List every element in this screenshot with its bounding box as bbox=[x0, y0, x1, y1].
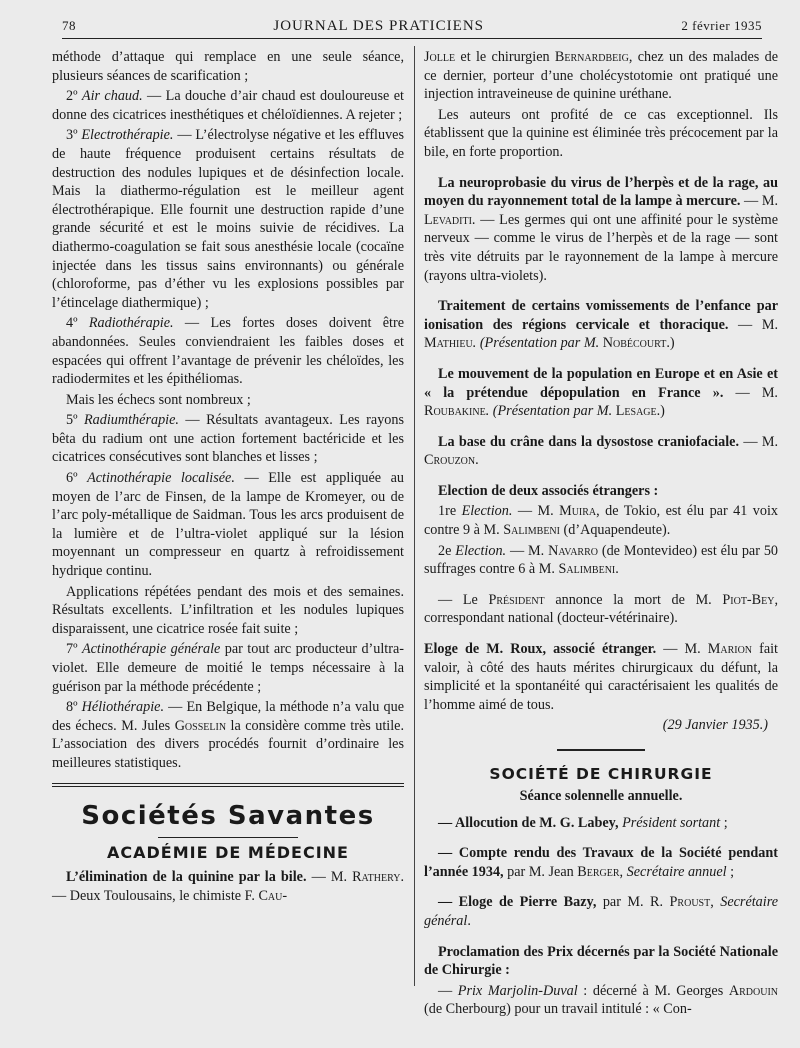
paragraph-heliotherapie: 8º Héliothérapie. — En Belgique, la méthode n’a valu que des échecs. M. Jules Gosselin la considère comme très utile. L’association des divers procédés fournit d’ordinaire les meilleures statistiques. bbox=[52, 699, 405, 771]
article-neuroprobasie: La neuroprobasie du virus de l’herpès et de la rage, au moyen du rayonnement total de la lampe à mercure. — M. Levaditi. — Les germes qui ont une affinité pour le système nerveux — comme le virus de l’herpès et de la rage — sont très vite détruits par le rayonnement de la lampe à mercure (rayons ultra-violets). bbox=[424, 174, 778, 284]
method-title: Radiumthérapie. bbox=[83, 412, 179, 429]
author-name: Levaditi bbox=[424, 211, 472, 228]
left-column bbox=[52, 48, 404, 908]
article-population: Le mouvement de la population en Europe et en Asie et « la prétendue dépopulation en France ». — M. Roubakine. (Présentation par M. Lesage.) bbox=[424, 365, 778, 420]
method-title: Radiothérapie. bbox=[88, 315, 174, 332]
paragraph: Jolle et le chirurgien Bernardbeig, chez un des malades de ce dernier, porteur d’une cholécystotomie ont pratiqué une injection intraveineuse de quinine uréthane. bbox=[424, 49, 778, 103]
seance-subtitle: Séance solennelle annuelle. bbox=[519, 788, 683, 805]
method-title: Actinothérapie générale bbox=[81, 641, 221, 658]
chirurgie-title: SOCIÉTÉ DE CHIRURGIE bbox=[489, 764, 713, 783]
journal-title: JOURNAL DES PRATICIENS bbox=[273, 17, 484, 34]
paragraph: Mais les échecs sont nombreux ; bbox=[66, 391, 251, 408]
paragraph-election-1: 1re Election. — M. Muira, de Tokio, est élu par 41 voix contre 9 à M. Salimbeni (d’Aquapendeute). bbox=[424, 503, 778, 539]
paragraph-air-chaud: 2º Air chaud. — La douche d’air chaud est douloureuse et donne des cicatrices inesthétiques et chéloïdiennes. A rejeter ; bbox=[52, 88, 404, 123]
paragraph-electrotherapie: 3º Electrothérapie. — L’électrolyse négative et les effluves de haute fréquence produisent certains résultats de destruction des nodules lupiques et de désinfection locale. Mais la diathermo-régulation est le meilleur agent électrothérapique. Elle fournit une destruction rapide d’une grande sécurité et est le moins suivie de récidives. La diathermo-coagulation se fait sous anesthésie locale (cocaïne injectée dans les tissus sains environnants) ou générale (chloroforme, pas d’éther vu les explosions possibles par l’étincelage diathermique) ; bbox=[52, 127, 404, 311]
section-title: Sociétés Savantes bbox=[81, 800, 375, 831]
paragraph: Les auteurs ont profité de ce cas exceptionnel. Ils établissent que la quinine est éliminée très précocement par la bile, en forte proportion. bbox=[424, 106, 778, 160]
item-allocution: — Allocution de M. G. Labey, Président sortant ; bbox=[438, 814, 728, 831]
title-rule bbox=[158, 837, 298, 838]
article-vomissements: Traitement de certains vomissements de l’enfance par ionisation des régions cervicale et thoracique. — M. Mathieu. (Présentation par M. Nobécourt.) bbox=[424, 298, 778, 352]
article-title: La base du crâne dans la dysostose craniofaciale. bbox=[438, 433, 739, 450]
article-eloge-roux: Eloge de M. Roux, associé étranger. — M. Marion fait valoir, à côté des hauts mérites chirurgicaux du défunt, la simplicité et la spontanéité qui caractérisaient les qualités de l’homme aimé de tous. bbox=[424, 641, 778, 713]
item-eloge-bazy: — Eloge de Pierre Bazy, par M. R. Proust, Secrétaire général. bbox=[424, 894, 779, 930]
author-name: Rathery bbox=[352, 869, 401, 886]
article-title: Le mouvement de la population en Europe et en Asie et « la prétendue dépopulation en France ». bbox=[424, 365, 778, 401]
method-title: Air chaud. bbox=[81, 88, 143, 105]
item-compte-rendu: — Compte rendu des Travaux de la Société pendant l’année 1934, par M. Jean Berger, Secrétaire annuel ; bbox=[424, 845, 778, 880]
article-title: Eloge de M. Roux, associé étranger. bbox=[424, 641, 657, 658]
paragraph-election-2: 2e Election. — M. Navarro (de Montevideo) est élu par 50 suffrages contre 6 à M. Salimbeni. bbox=[424, 542, 779, 578]
paragraph-actinotherapie-generale: 7º Actinothérapie générale par tout arc producteur d’ultra-violet. Elle demeure de moitié le temps nécessaire à la guérison par la méthode précédente ; bbox=[52, 641, 404, 695]
page-header bbox=[62, 14, 762, 39]
item-prix: — Prix Marjolin-Duval : décerné à M. Georges Ardouin (de Cherbourg) pour un travail intitulé : « Con- bbox=[424, 982, 778, 1018]
paragraph: Applications répétées pendant des mois et des semaines. Résultats excellents. L’infiltration et les nodules lupiques disparaissent, une cicatrice rosée fait suite ; bbox=[52, 583, 404, 637]
article-title: La neuroprobasie du virus de l’herpès et de la rage, au moyen du rayonnement total de la lampe à mercure. bbox=[424, 174, 778, 210]
article-title: L’élimination de la quinine par la bile. bbox=[66, 869, 307, 886]
page-number: 78 bbox=[62, 18, 76, 33]
author-name: Gosselin bbox=[174, 717, 227, 734]
article-bile: L’élimination de la quinine par la bile. — M. Rathery. — Deux Toulousains, le chimiste F. Cau- bbox=[52, 869, 404, 904]
method-title: Electrothérapie. bbox=[81, 127, 174, 144]
article-title: Traitement de certains vomissements de l’enfance par ionisation des régions cervicale et thoracique. bbox=[424, 298, 778, 333]
method-title: Actinothérapie localisée. bbox=[87, 470, 235, 487]
author-name: Cau- bbox=[258, 887, 288, 904]
right-column bbox=[424, 48, 778, 1021]
paragraph-radiotherapie: 4º Radiothérapie. — Les fortes doses doivent être abandonnées. Seules conviendraient les faibles doses et espacées qui offrent l’avantage de prévenir les chéloïdes, les radiodermites et les épithéliomas. bbox=[52, 315, 404, 388]
paragraph-actinotherapie-localisee: 6º Actinothérapie localisée. — Elle est appliquée au moyen de l’arc de Finsen, de la lampe de Kromeyer, ou de l’arc poly-métallique de Saidman. Tous les arcs produisent de la lumière et de l’ultra-violet appliqué sur la lésion moyennant un compresseur en quartz à refroidissement hydrique continu. bbox=[52, 470, 404, 580]
issue-date: 2 février 1935 bbox=[681, 18, 762, 33]
section-rule bbox=[52, 783, 404, 787]
column-divider bbox=[414, 46, 415, 986]
academie-title: ACADÉMIE DE MÉDECINE bbox=[107, 842, 349, 862]
item-proclamation-title: Proclamation des Prix décernés par la Société Nationale de Chirurgie : bbox=[424, 943, 778, 979]
paragraph: méthode d’attaque qui remplace en une seule séance, plusieurs séances de scarification ; bbox=[52, 49, 404, 84]
paragraph-president: — Le Président annonce la mort de M. Piot-Bey, correspondant national (docteur-vétérinaire). bbox=[424, 591, 778, 627]
article-election-title: Election de deux associés étrangers : bbox=[438, 482, 659, 499]
section-rule bbox=[557, 749, 645, 751]
method-title: Héliothérapie. bbox=[81, 699, 165, 716]
paragraph-radiumtherapie: 5º Radiumthérapie. — Résultats avantageux. Les rayons bêta du radium ont une action fortement bactéricide et les cicatrices consécutives sont blanches et lisses ; bbox=[52, 412, 404, 466]
article-crane: La base du crâne dans la dysostose craniofaciale. — M. Crouzon. bbox=[424, 433, 778, 469]
session-date: (29 Janvier 1935.) bbox=[662, 717, 768, 734]
